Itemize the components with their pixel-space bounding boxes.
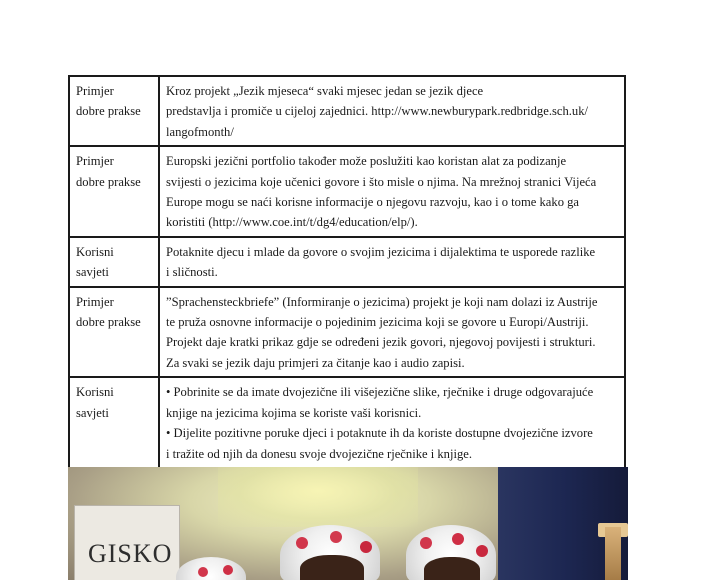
- table-row: [69, 76, 625, 146]
- row-content: Europski jezični portfolio također može poslužiti kao koristan alat za podizanje svijesti o jezicima koje učenici govore i što misle o njima. Na mrežnoj stranici Vijeća Europe mogu se naći korisne informacije o njegovu razvoju, kao i o tome kako ga koristiti (http://www.coe.int/t/dg4/education/elp/).: [159, 146, 625, 237]
- row-content: ”Sprachensteckbriefe” (Informiranje o jezicima) projekt je koji nam dolazi iz Austrije te pruža osnovne informacije o pojedinim jezicima koji se govore u Europi/Austriji. Projekt daje kratki prikaz gdje se određeni jezik govori, njegovoj povijesti i strukturi. Za svaki se jezik daju primjeri za čitanje kao i audio zapisi.: [159, 287, 625, 378]
- row-label: Primjer dobre prakse: [69, 76, 159, 146]
- red-flower: [198, 567, 208, 577]
- red-flower: [420, 537, 432, 549]
- red-flower: [452, 533, 464, 545]
- photo-stage-light: [218, 467, 418, 527]
- row-content: Kroz projekt „Jezik mjeseca“ svaki mjesec jedan se jezik djece predstavlja i promiče u cijeloj zajednici. http://www.newburypark.redbridge.sch.uk/ langofmonth/: [159, 76, 625, 146]
- row-label: Korisni savjeti: [69, 377, 159, 468]
- practice-tips-table: [68, 75, 626, 469]
- row-content: Potaknite djecu i mlade da govore o svojim jezicima i dijalektima te usporede razlike i sličnosti.: [159, 237, 625, 287]
- table-row: [69, 287, 625, 378]
- red-flower: [476, 545, 488, 557]
- table-row: [69, 377, 625, 468]
- red-flower: [296, 537, 308, 549]
- row-label: Primjer dobre prakse: [69, 146, 159, 237]
- row-content: • Pobrinite se da imate dvojezične ili višejezične slike, rječnike i druge odgovarajuće knjige na jezicima kojima se koriste vaši korisnici. • Dijelite pozitivne poruke djeci i potaknute ih da koriste dostupne dvojezične izvore i tražite od njih da donesu svoje dvojezične rječnike i knjige.: [159, 377, 625, 468]
- red-flower: [330, 531, 342, 543]
- table-row: [69, 237, 625, 287]
- person-hair: [424, 557, 480, 580]
- red-flower: [360, 541, 372, 553]
- red-flower: [223, 565, 233, 575]
- row-label: Korisni savjeti: [69, 237, 159, 287]
- photo-sign-text: GISKO: [88, 539, 173, 568]
- event-photo: [68, 467, 628, 580]
- photo-lamp-stand: [605, 527, 621, 580]
- row-label: Primjer dobre prakse: [69, 287, 159, 378]
- person-hair: [300, 555, 364, 580]
- table-row: [69, 146, 625, 237]
